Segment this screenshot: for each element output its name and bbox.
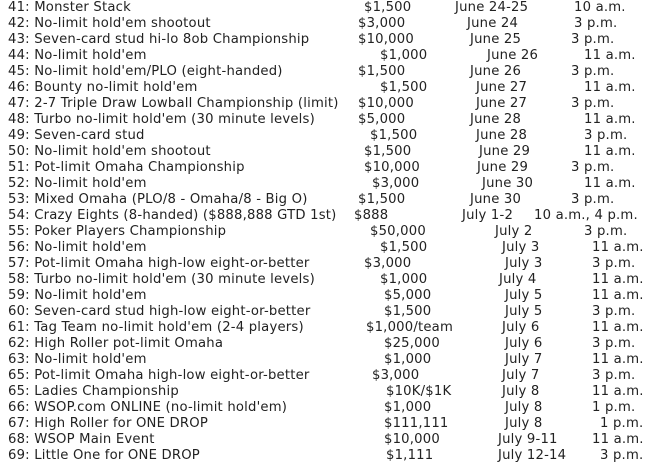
event-date: July 8: [505, 400, 543, 415]
event-date: July 8: [505, 416, 543, 431]
schedule-row: [0, 256, 663, 272]
event-name: No-limit hold'em/PLO (eight-handed): [34, 64, 283, 79]
event-buyin: $3,000: [372, 368, 420, 383]
event-number: 66:: [8, 400, 30, 415]
schedule-row: [0, 320, 663, 336]
event-time: 11 a.m.: [584, 112, 636, 127]
event-date: June 29: [479, 144, 531, 159]
event-date: June 26: [470, 64, 522, 79]
event-time: 3 p.m.: [592, 336, 636, 351]
event-number: 59:: [8, 288, 30, 303]
event-number-and-name: [8, 336, 223, 352]
event-buyin: $1,000: [380, 48, 428, 63]
event-buyin: $1,000: [380, 272, 428, 287]
event-buyin: $10,000: [384, 432, 440, 447]
event-number: 42:: [8, 16, 30, 31]
event-date: June 30: [470, 192, 522, 207]
event-time: 3 p.m.: [571, 96, 615, 111]
schedule-row: [0, 96, 663, 112]
event-name: Turbo no-limit hold'em (30 minute levels): [34, 272, 315, 287]
event-name: No-limit hold'em: [34, 288, 147, 303]
event-number: 50:: [8, 144, 30, 159]
schedule-row: [0, 448, 663, 464]
event-buyin: $10,000: [358, 32, 414, 47]
event-date: June 27: [476, 96, 528, 111]
event-name: High Roller pot-limit Omaha: [34, 336, 224, 351]
event-time: 3 p.m.: [571, 32, 615, 47]
event-number-and-name: [8, 288, 147, 304]
event-buyin: $1,000: [384, 400, 432, 415]
event-date: July 6: [505, 336, 543, 351]
event-buyin: $1,500: [364, 0, 412, 15]
event-name: Pot-limit Omaha Championship: [34, 160, 245, 175]
event-number: 55:: [8, 224, 30, 239]
event-name: No-limit hold'em: [34, 176, 147, 191]
event-number-and-name: [8, 16, 211, 32]
event-number-and-name: [8, 64, 283, 80]
schedule-row: [0, 144, 663, 160]
event-number-and-name: [8, 400, 287, 416]
event-buyin: $5,000: [384, 288, 432, 303]
event-date: June 26: [487, 48, 539, 63]
event-date: July 1-2: [462, 208, 514, 223]
event-buyin: $888: [354, 208, 389, 223]
event-number: 58:: [8, 272, 30, 287]
event-time: 3 p.m.: [571, 160, 615, 175]
event-date: July 2: [495, 224, 533, 239]
schedule-row: [0, 112, 663, 128]
event-number-and-name: [8, 304, 310, 320]
event-number: 69:: [8, 448, 30, 463]
event-date: July 5: [505, 288, 543, 303]
event-time: 3 p.m.: [584, 128, 628, 143]
event-date: June 28: [470, 112, 522, 127]
event-number: 43:: [8, 32, 30, 47]
event-time: 1 p.m.: [592, 400, 636, 415]
event-name: No-limit hold'em shootout: [34, 16, 211, 31]
event-buyin: $111,111: [384, 416, 449, 431]
event-name: Poker Players Championship: [34, 224, 227, 239]
event-name: Ladies Championship: [34, 384, 179, 399]
event-number-and-name: [8, 240, 147, 256]
event-number-and-name: [8, 192, 308, 208]
event-number-and-name: [8, 272, 315, 288]
event-date: July 3: [502, 240, 540, 255]
event-number-and-name: [8, 256, 310, 272]
schedule-row: [0, 368, 663, 384]
event-number-and-name: [8, 384, 179, 400]
event-number-and-name: [8, 160, 245, 176]
event-buyin: $1,500: [384, 304, 432, 319]
schedule-row: [0, 192, 663, 208]
event-time: 1 p.m.: [600, 416, 644, 431]
event-number: 68:: [8, 432, 30, 447]
event-name: Mixed Omaha (PLO/8 - Omaha/8 - Big O): [34, 192, 308, 207]
event-time: 11 a.m.: [584, 80, 636, 95]
event-name: No-limit hold'em: [34, 352, 147, 367]
event-date: June 24: [467, 16, 519, 31]
event-time: 11 a.m.: [584, 176, 636, 191]
event-date: July 5: [505, 304, 543, 319]
schedule-row: [0, 80, 663, 96]
event-name: Turbo no-limit hold'em (30 minute levels): [34, 112, 315, 127]
schedule-row: [0, 224, 663, 240]
event-name: Pot-limit Omaha high-low eight-or-better: [34, 368, 310, 383]
event-number: 56:: [8, 240, 30, 255]
event-number: 65:: [8, 384, 30, 399]
event-number-and-name: [8, 96, 339, 112]
event-number-and-name: [8, 432, 155, 448]
event-number: 46:: [8, 80, 30, 95]
schedule-row: [0, 32, 663, 48]
schedule-row: [0, 240, 663, 256]
event-number: 45:: [8, 64, 30, 79]
event-name: Seven-card stud high-low eight-or-better: [34, 304, 311, 319]
event-buyin: $1,111: [386, 448, 434, 463]
event-number-and-name: [8, 32, 309, 48]
event-time: 3 p.m.: [592, 256, 636, 271]
event-number-and-name: [8, 48, 147, 64]
event-buyin: $1,500: [358, 64, 406, 79]
event-number-and-name: [8, 368, 310, 384]
event-name: High Roller for ONE DROP: [34, 416, 208, 431]
event-number: 53:: [8, 192, 30, 207]
event-time: 11 a.m.: [592, 432, 644, 447]
event-number: 65:: [8, 368, 30, 383]
event-number-and-name: [8, 320, 304, 336]
event-time: 10 a.m., 4 p.m.: [534, 208, 638, 223]
event-buyin: $1,000/team: [366, 320, 453, 335]
event-name: No-limit hold'em shootout: [34, 144, 211, 159]
schedule-row: [0, 416, 663, 432]
event-name: Crazy Eights (8-handed) ($888,888 GTD 1st): [34, 208, 337, 223]
event-time: 11 a.m.: [592, 320, 644, 335]
schedule-row: [0, 288, 663, 304]
event-number: 62:: [8, 336, 30, 351]
event-number: 54:: [8, 208, 30, 223]
schedule-row: [0, 304, 663, 320]
event-number-and-name: [8, 128, 145, 144]
event-buyin: $1,000: [384, 352, 432, 367]
event-buyin: $10K/$1K: [386, 384, 452, 399]
event-buyin: $5,000: [358, 112, 406, 127]
event-buyin: $10,000: [364, 160, 420, 175]
schedule-row: [0, 64, 663, 80]
schedule-row: [0, 160, 663, 176]
event-number: 41:: [8, 0, 30, 15]
event-number-and-name: [8, 176, 147, 192]
event-number: 61:: [8, 320, 30, 335]
event-number: 47:: [8, 96, 30, 111]
event-date: June 29: [477, 160, 529, 175]
event-name: WSOP Main Event: [34, 432, 155, 447]
event-date: July 7: [502, 368, 540, 383]
event-name: No-limit hold'em: [34, 240, 147, 255]
event-time: 11 a.m.: [592, 288, 644, 303]
event-buyin: $1,500: [380, 240, 428, 255]
schedule-row: [0, 352, 663, 368]
event-number-and-name: [8, 208, 337, 224]
schedule-row: [0, 176, 663, 192]
event-buyin: $10,000: [358, 96, 414, 111]
event-name: Seven-card stud: [34, 128, 145, 143]
event-date: July 4: [499, 272, 537, 287]
event-number-and-name: [8, 0, 131, 16]
event-buyin: $3,000: [372, 176, 420, 191]
event-name: Tag Team no-limit hold'em (2-4 players): [34, 320, 304, 335]
event-name: WSOP.com ONLINE (no-limit hold'em): [34, 400, 288, 415]
event-buyin: $1,500: [380, 80, 428, 95]
event-date: July 9-11: [498, 432, 558, 447]
event-name: 2-7 Triple Draw Lowball Championship (limit): [34, 96, 339, 111]
event-time: 11 a.m.: [592, 384, 644, 399]
event-number: 48:: [8, 112, 30, 127]
event-time: 3 p.m.: [571, 192, 615, 207]
event-number-and-name: [8, 448, 200, 464]
schedule-row: [0, 128, 663, 144]
event-time: 3 p.m.: [571, 64, 615, 79]
event-time: 11 a.m.: [584, 48, 636, 63]
event-number: 67:: [8, 416, 30, 431]
event-name: No-limit hold'em: [34, 48, 147, 63]
event-name: Monster Stack: [34, 0, 131, 15]
event-time: 3 p.m.: [592, 304, 636, 319]
schedule-row: [0, 16, 663, 32]
event-time: 11 a.m.: [592, 240, 644, 255]
event-time: 11 a.m.: [592, 272, 644, 287]
event-buyin: $1,500: [370, 128, 418, 143]
event-name: Pot-limit Omaha high-low eight-or-better: [34, 256, 310, 271]
schedule-row: [0, 272, 663, 288]
event-number-and-name: [8, 224, 226, 240]
event-date: July 8: [502, 384, 540, 399]
schedule-row: [0, 208, 663, 224]
event-number: 60:: [8, 304, 30, 319]
event-time: 3 p.m.: [600, 448, 644, 463]
schedule-row: [0, 400, 663, 416]
event-number: 51:: [8, 160, 30, 175]
event-buyin: $3,000: [364, 256, 412, 271]
event-buyin: $50,000: [370, 224, 426, 239]
event-time: 3 p.m.: [592, 368, 636, 383]
event-date: June 24-25: [455, 0, 529, 15]
event-buyin: $1,500: [364, 144, 412, 159]
event-number: 52:: [8, 176, 30, 191]
event-name: Seven-card stud hi-lo 8ob Championship: [34, 32, 310, 47]
event-number-and-name: [8, 80, 198, 96]
event-date: July 7: [505, 352, 543, 367]
event-number: 49:: [8, 128, 30, 143]
schedule-row: [0, 48, 663, 64]
event-buyin: $3,000: [358, 16, 406, 31]
event-time: 3 p.m.: [584, 224, 628, 239]
event-number-and-name: [8, 112, 315, 128]
event-date: July 3: [505, 256, 543, 271]
event-number-and-name: [8, 352, 147, 368]
event-number: 44:: [8, 48, 30, 63]
event-date: July 6: [502, 320, 540, 335]
event-number-and-name: [8, 416, 208, 432]
event-date: June 27: [476, 80, 528, 95]
schedule-row: [0, 336, 663, 352]
event-number: 57:: [8, 256, 30, 271]
event-number-and-name: [8, 144, 211, 160]
schedule-row: [0, 0, 663, 16]
event-time: 10 a.m.: [574, 0, 626, 15]
event-date: June 30: [482, 176, 534, 191]
schedule-row: [0, 432, 663, 448]
event-date: July 12-14: [498, 448, 567, 463]
event-time: 3 p.m.: [574, 16, 618, 31]
event-number: 63:: [8, 352, 30, 367]
event-time: 11 a.m.: [584, 144, 636, 159]
schedule-row: [0, 384, 663, 400]
event-date: June 28: [476, 128, 528, 143]
event-buyin: $25,000: [384, 336, 440, 351]
event-name: Bounty no-limit hold'em: [34, 80, 198, 95]
event-name: Little One for ONE DROP: [34, 448, 200, 463]
event-time: 11 a.m.: [592, 352, 644, 367]
event-date: June 25: [470, 32, 522, 47]
event-buyin: $1,500: [358, 192, 406, 207]
